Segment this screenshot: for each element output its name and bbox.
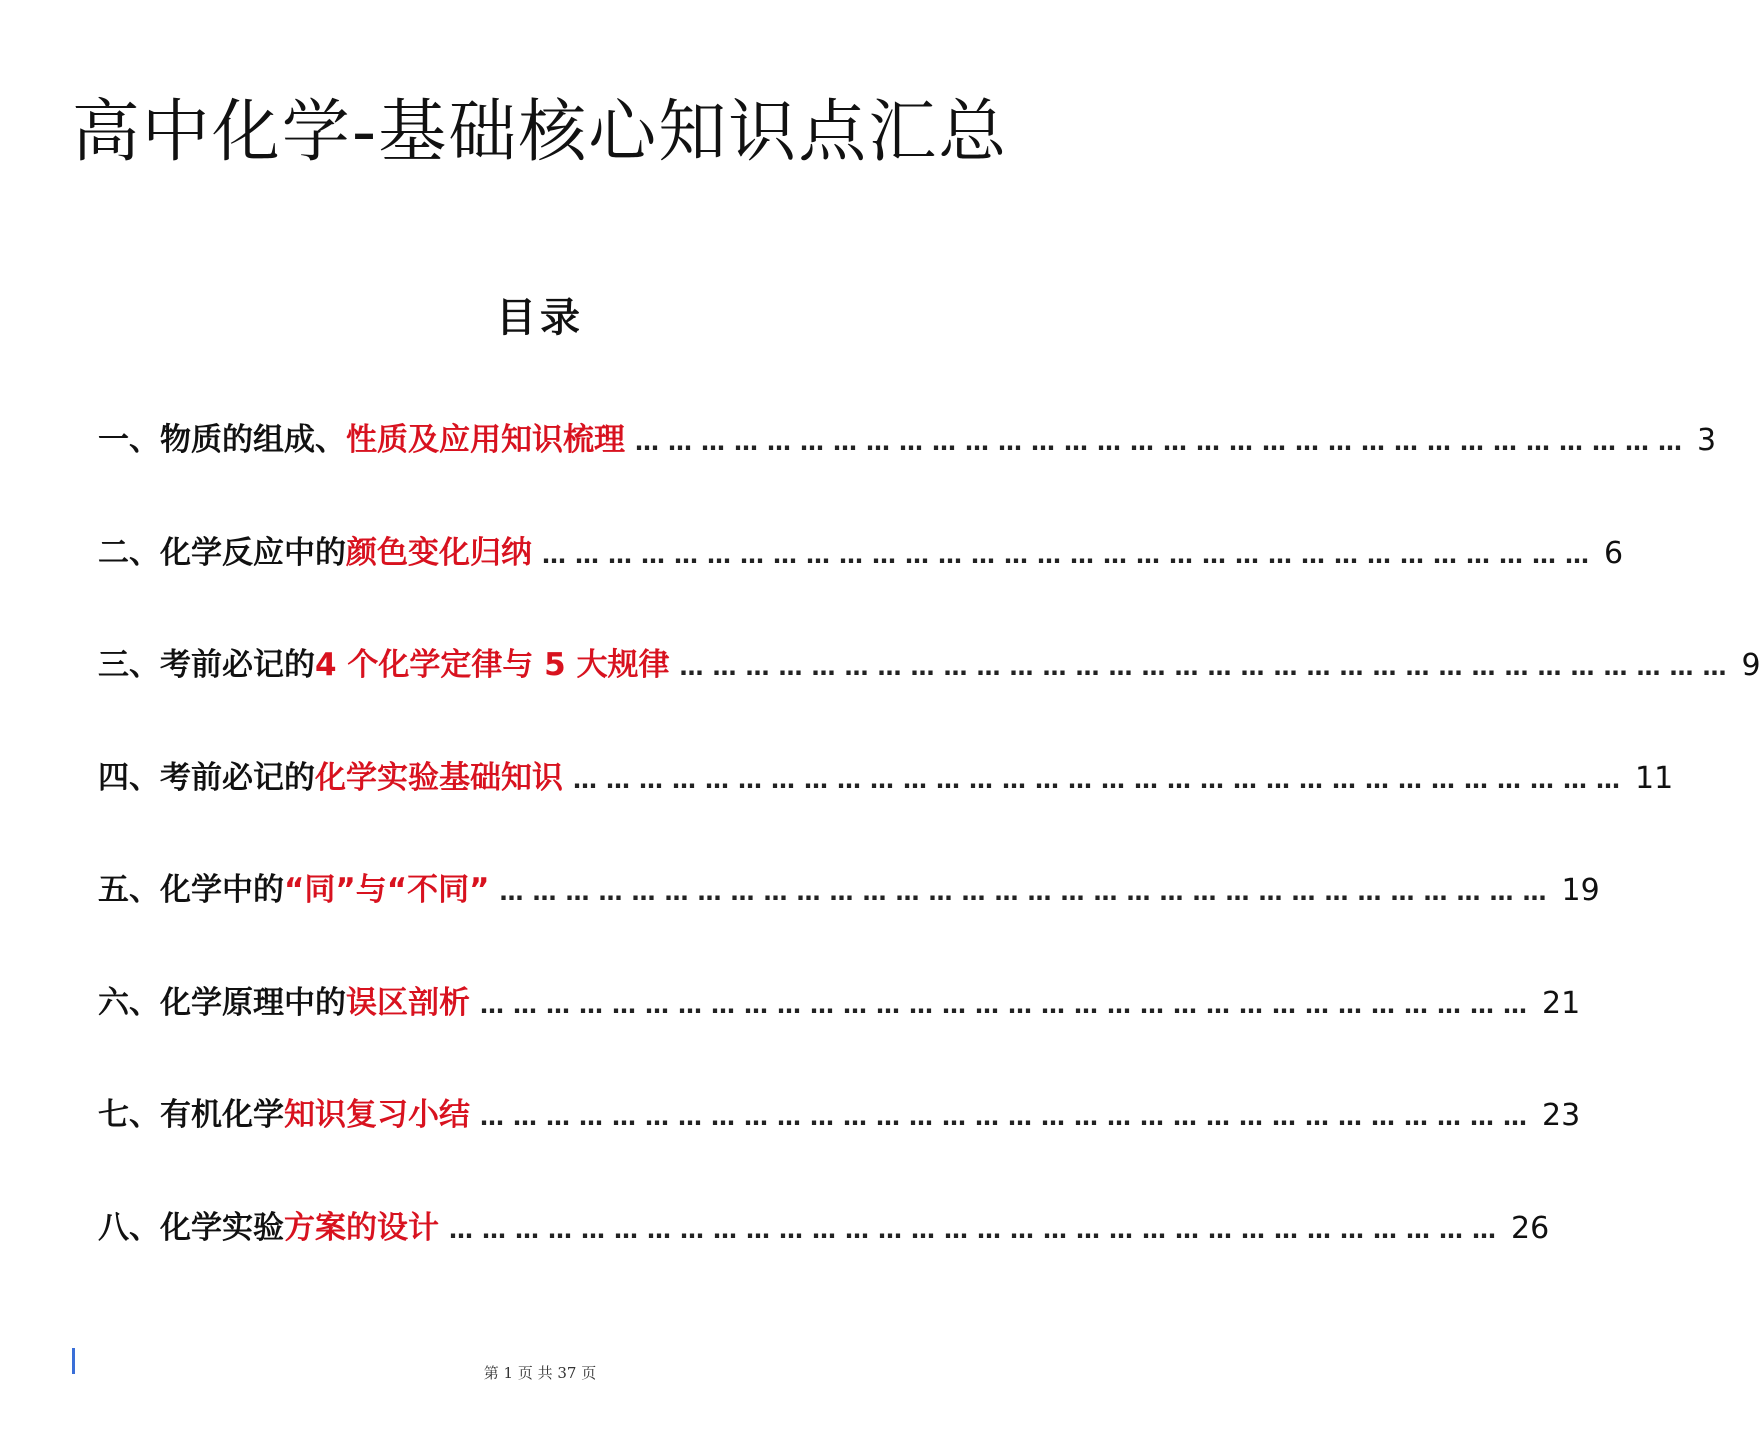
toc-entry-page: 21 [1542,985,1581,1021]
toc-entry-title-black: 化学中的 [160,872,284,908]
toc-entry-title-black: 化学原理中的 [160,984,346,1021]
toc-entry-title-black: 考前必记的 [160,647,315,683]
toc-entry-5[interactable] [98,864,1600,977]
toc-entry-title-black: 化学实验 [160,1209,284,1246]
toc-leader-dots: …………………………………………………………………………………… [542,540,1598,569]
toc-heading: 目录 [496,295,584,341]
toc-entry-title-red: 化学实验基础知识 [315,759,563,796]
toc-leader-dots: …………………………………………………………………………………… [679,653,1736,681]
toc-leader-dots: …………………………………………………………………………………… [480,990,1536,1019]
toc-entry-8[interactable] [98,1202,1550,1315]
toc-entry-title-black: 有机化学 [160,1097,284,1133]
toc-entry-number: 五、 [98,872,160,908]
document-title: 高中化学-基础核心知识点汇总 [71,93,1009,172]
toc-leader-dots: …………………………………………………………………………………… [635,428,1691,456]
toc-leader-dots: …………………………………………………………………………………… [573,765,1629,794]
toc-entry-page: 6 [1604,535,1624,571]
toc-leader-dots: …………………………………………………………………………………… [499,878,1556,906]
toc-entry-title-red: 方案的设计 [284,1209,439,1246]
toc-entry-page: 26 [1511,1210,1550,1246]
toc-entry-number: 八、 [98,1209,160,1246]
toc-entry-page: 3 [1697,423,1717,458]
toc-entry-title-black: 考前必记的 [160,759,315,796]
page-footer: 第 1 页 共 37 页 [483,1364,597,1382]
toc-entry-page: 11 [1635,760,1674,796]
toc-entry-title-black: 物质的组成、 [160,422,346,458]
toc-entry-4[interactable] [98,752,1674,865]
toc-entry-title-red: 知识复习小结 [284,1097,470,1133]
toc-entry-page: 9 [1741,648,1761,683]
toc-entry-6[interactable] [98,977,1581,1090]
toc-leader-dots: …………………………………………………………………………………… [449,1215,1505,1244]
toc-entry-title-red: 性质及应用知识梳理 [346,422,625,458]
toc-entry-title-red: “同”与“不同” [284,872,490,908]
toc-entry-1[interactable] [98,414,1717,527]
toc-entry-page: 19 [1561,873,1600,908]
toc-entry-2[interactable] [98,527,1624,640]
toc-entry-number: 四、 [98,759,160,796]
toc-leader-dots: …………………………………………………………………………………… [480,1103,1536,1131]
toc-entry-title-red: 颜色变化归纳 [346,534,532,571]
table-of-contents [98,414,1761,1314]
toc-entry-number: 三、 [98,647,160,683]
toc-entry-number: 七、 [98,1097,160,1133]
toc-entry-page: 23 [1542,1098,1581,1133]
toc-entry-title-black: 化学反应中的 [160,534,346,571]
toc-entry-7[interactable] [98,1089,1581,1202]
toc-entry-number: 一、 [98,422,160,458]
toc-entry-number: 六、 [98,984,160,1021]
toc-entry-title-red: 误区剖析 [346,984,470,1021]
toc-entry-number: 二、 [98,534,160,571]
toc-entry-3[interactable] [98,639,1761,752]
toc-entry-title-red: 4 个化学定律与 5 大规律 [315,647,670,683]
